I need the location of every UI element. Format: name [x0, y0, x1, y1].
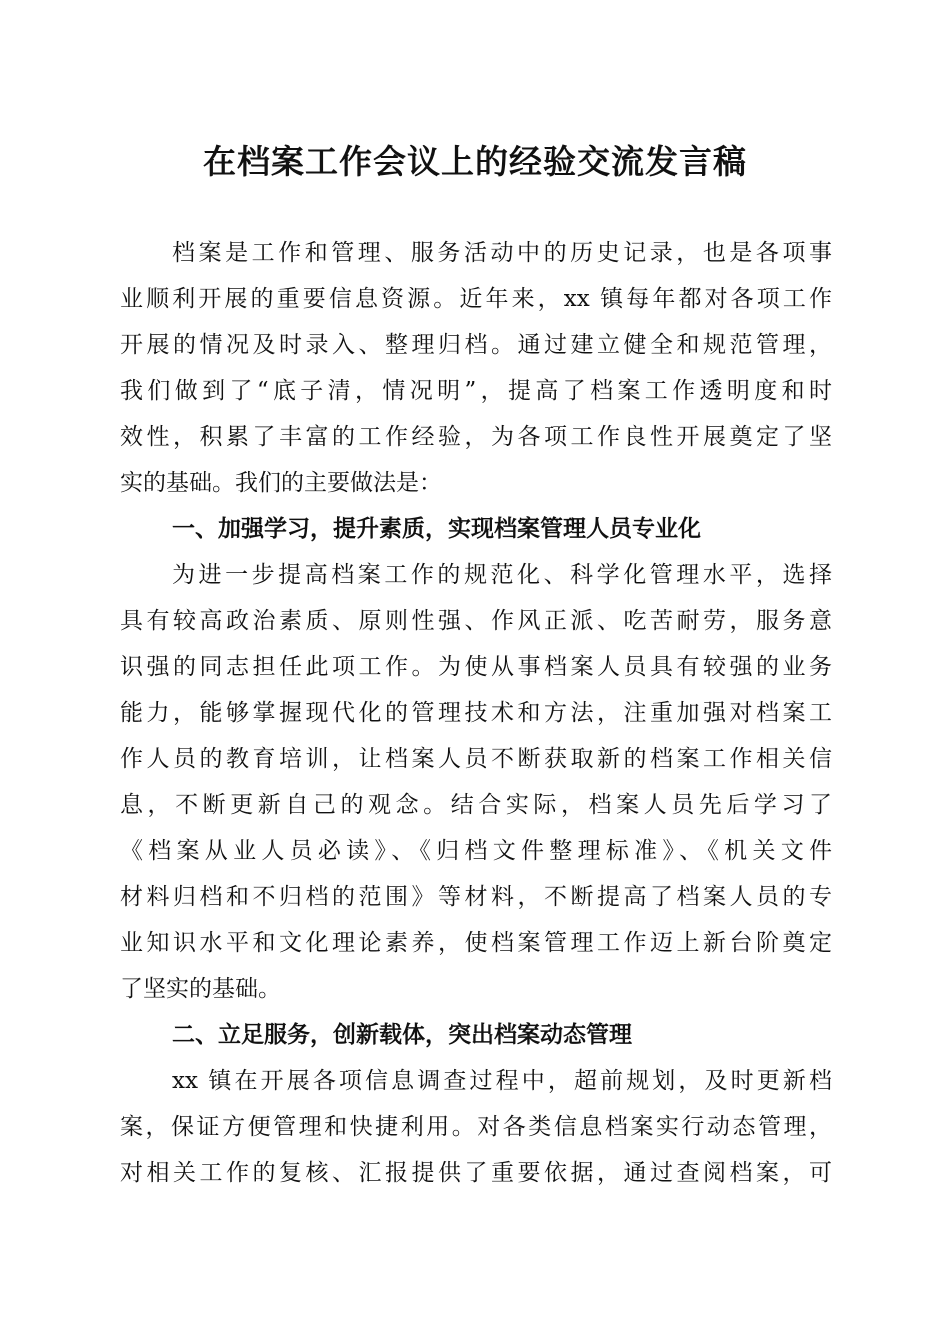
text-line: 为进一步提高档案工作的规范化、科学化管理水平，选择 [172, 562, 832, 588]
text-line: 业顺利开展的重要信息资源。近年来，xx 镇每年都对各项工作 [120, 286, 832, 312]
text-line: 效性，积累了丰富的工作经验，为各项工作良性开展奠定了坚 [120, 424, 832, 450]
text-line: 具有较高政治素质、原则性强、作风正派、吃苦耐劳，服务意 [120, 608, 832, 634]
text-line: 作人员的教育培训，让档案人员不断获取新的档案工作相关信 [120, 746, 832, 772]
document-title: 在档案工作会议上的经验交流发言稿 [203, 142, 747, 181]
section-2-heading: 二、立足服务，创新载体，突出档案动态管理 [172, 1021, 632, 1048]
text-line: 材料归档和不归档的范围》等材料，不断提高了档案人员的专 [120, 884, 832, 910]
text-line: 对相关工作的复核、汇报提供了重要依据，通过查阅档案，可 [120, 1160, 832, 1186]
section-1-heading: 一、加强学习，提升素质，实现档案管理人员专业化 [172, 515, 701, 542]
text-line: 识强的同志担任此项工作。为使从事档案人员具有较强的业务 [120, 654, 832, 680]
document-body [120, 230, 832, 1196]
section-2-paragraph [120, 1058, 832, 1196]
intro-paragraph [120, 230, 832, 506]
text-line: xx 镇在开展各项信息调查过程中，超前规划，及时更新档 [172, 1068, 832, 1094]
text-line: 《档案从业人员必读》、《归档文件整理标准》、《机关文件 [120, 838, 832, 864]
text-line: 我们做到了“底子清，情况明”，提高了档案工作透明度和时 [120, 378, 832, 404]
text-line: 了坚实的基础。 [120, 976, 281, 1002]
text-line: 息，不断更新自己的观念。结合实际，档案人员先后学习了 [120, 792, 832, 818]
text-line: 开展的情况及时录入、整理归档。通过建立健全和规范管理， [120, 332, 832, 358]
text-line: 能力，能够掌握现代化的管理技术和方法，注重加强对档案工 [120, 700, 832, 726]
text-line: 档案是工作和管理、服务活动中的历史记录，也是各项事 [172, 240, 832, 266]
text-line: 案，保证方便管理和快捷利用。对各类信息档案实行动态管理， [120, 1114, 832, 1140]
text-line: 实的基础。我们的主要做法是： [120, 470, 442, 496]
section-1-paragraph [120, 552, 832, 1012]
text-line: 业知识水平和文化理论素养，使档案管理工作迈上新台阶奠定 [120, 930, 832, 956]
